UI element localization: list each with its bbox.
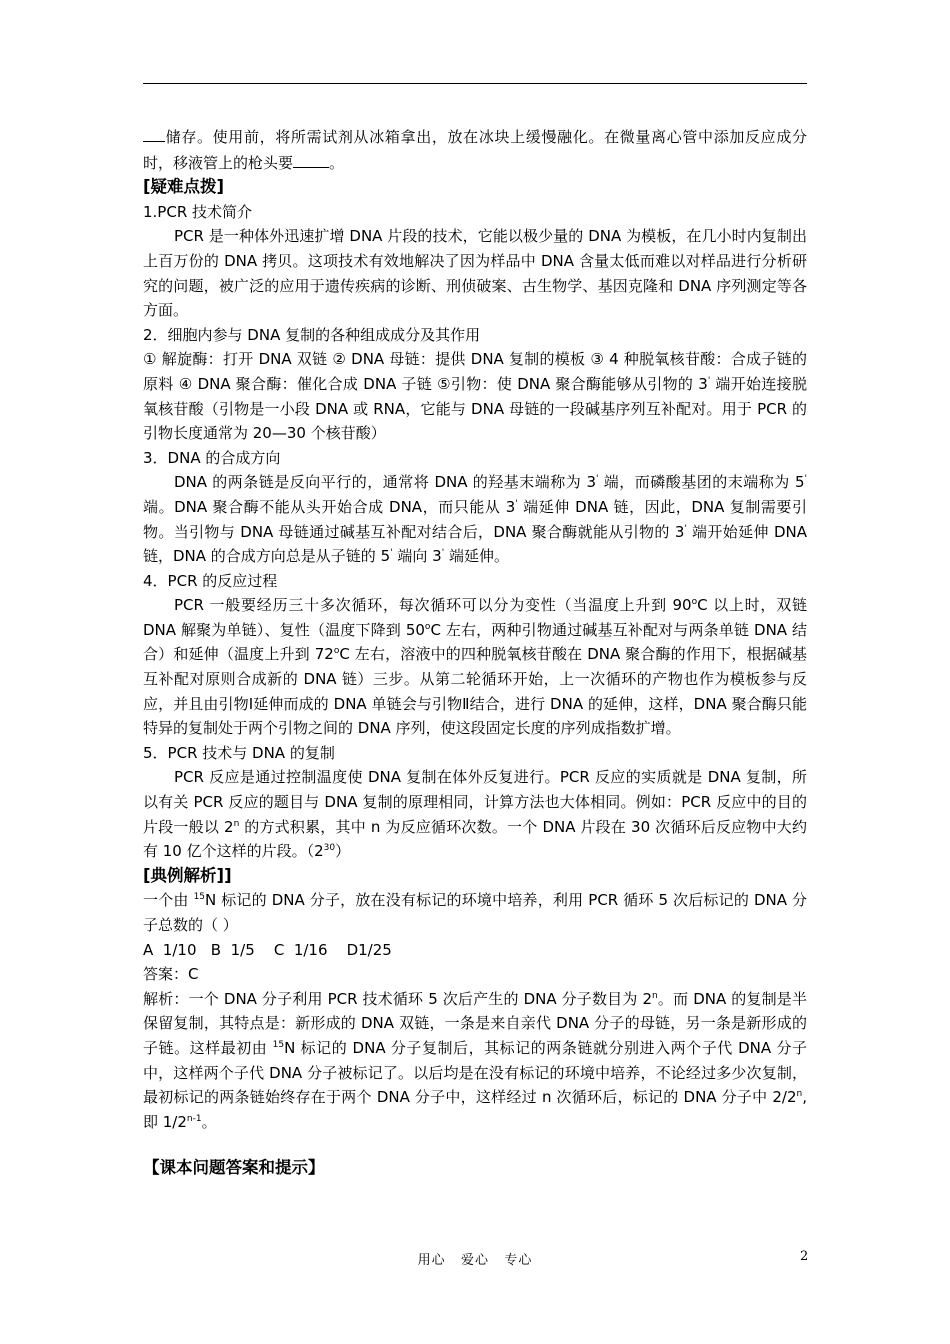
footer-motto: 用心 爱心 专心 xyxy=(417,1253,533,1268)
fill-blank xyxy=(143,124,165,142)
answer-line: 答案：C xyxy=(143,965,199,984)
paragraph: PCR 反应是通过控制温度使 DNA 复制在体外反复进行。PCR 反应的实质就是 DNA 复制，所以有关 PCR 反应的题目与 DNA 复制的原理相同，计算方法也大体相同。例如：PCR 反应中的目的片段一般以 2$^n$ 的方式积累，其中 n 为反应循环次数。一个 DNA 片段在 30 次循环后反应物中大约有 10 亿个这样的片段。$(2^{30})$ xyxy=(143,768,807,861)
page-footer xyxy=(0,1249,950,1269)
subsection-title: 2．细胞内参与 DNA 复制的各种组成成分及其作用 xyxy=(143,325,481,344)
spacer xyxy=(143,1134,807,1156)
paragraph: PCR 是一种体外迅速扩增 DNA 片段的技术，它能以极少量的 DNA 为模板，在几小时内复制出上百万份的 DNA 拷贝。这项技术有效地解决了因为样品中 DNA 含量太低而难以对样品进行分析研究的问题，被广泛的应用于遗传疾病的诊断、刑侦破案、古生物学、基因克隆和 DNA 序列测定等各方面。 xyxy=(143,227,807,320)
page-content xyxy=(143,124,807,1181)
header-rule xyxy=(143,83,807,84)
subsection-title: 1.PCR 技术简介 xyxy=(143,202,253,221)
paragraph: PCR 一般要经历三十多次循环，每次循环可以分为变性（当温度上升到 90$^o$C 以上时，双链 DNA 解聚为单链）、复性（温度下降到 50$^o$C 左右，两种引物通过碱基互补配对与两条单链 DNA 结合）和延伸（温度上升到 72$^o$C 左右，溶液中的四种脱氧核苷酸在 DNA 聚合酶的作用下，根据碱基互补配对原则合成新的 DNA 链）三步。从第二轮循环开始，上一次循环的产物也作为模板参与反应，并且由引物Ⅰ延伸而成的 DNA 单链会与引物Ⅱ结合，进行 DNA 的延伸，这样，DNA 聚合酶只能特异的复制处于两个引物之间的 DNA 序列，使这段固定长度的序列成指数扩增。 xyxy=(143,596,807,738)
subsection-title: 5．PCR 技术与 DNA 的复制 xyxy=(143,743,335,762)
section-heading-difficulty: [疑难点拨] xyxy=(143,177,225,197)
subsection-title: 3．DNA 的合成方向 xyxy=(143,448,281,467)
analysis-paragraph: 解析：一个 DNA 分子利用 PCR 技术循环 5 次后产生的 DNA 分子数目为 2$^n$。而 DNA 的复制是半保留复制，其特点是：新形成的 DNA 双链，一条是来自亲代 DNA 分子的母链，另一条是新形成的子链。这样最初由 $^{15}$N 标记的 DNA 分子复制后，其标记的两条链就分别进入两个子代 DNA 分子中，这样两个子代 DNA 分子被标记了。以后均是在没有标记的环境中培养，不论经过多少次复制，最初标记的两条链始终存在于两个 DNA 分子中，这样经过 n 次循环后，标记的 DNA 分子中 2/2$^n$,即 1/2$^{n-1}$。 xyxy=(143,989,807,1131)
section-heading-textbook: 【课本问题答案和提示】 xyxy=(143,1158,325,1178)
paragraph: ① 解旋酶：打开 DNA 双链 ② DNA 母链：提供 DNA 复制的模板 ③ 4 种脱氧核苷酸：合成子链的原料 ④ DNA 聚合酶：催化合成 DNA 子链 ⑤引物：使 DNA 聚合酶能够从引物的 3' 端开始连接脱氧核苷酸（引物是一小段 DNA 或 RNA，它能与 DNA 母链的一段碱基序列互补配对。用于 PCR 的引物长度通常为 20—30 个核苷酸） xyxy=(143,350,807,443)
subsection-title: 4．PCR 的反应过程 xyxy=(143,571,278,590)
paragraph: DNA 的两条链是反向平行的，通常将 DNA 的羟基末端称为 3' 端，而磷酸基团的末端称为 5' 端。DNA 聚合酶不能从头开始合成 DNA，而只能从 3' 端延伸 DNA 链，因此，DNA 复制需要引物。当引物与 DNA 母链通过碱基互补配对结合后，DNA 聚合酶就能从引物的 3' 端开始延伸 DNA 链，DNA 的合成方向总是从子链的 5' 端向 3' 端延伸。 xyxy=(143,473,808,566)
question-text: 一个由 $^{15}$N 标记的 DNA 分子，放在没有标记的环境中培养，利用 PCR 循环 5 次后标记的 DNA 分子总数的（ ） xyxy=(143,891,807,934)
page-number: 2 xyxy=(800,1249,809,1264)
section-heading-example: [典例解析]] xyxy=(143,865,232,885)
continuation-paragraph: 储存。使用前，将所需试剂从冰箱拿出，放在冰块上缓慢融化。在微量离心管中添加反应成分时，移液管上的枪头要 。 xyxy=(143,124,807,175)
fill-blank xyxy=(293,150,329,168)
answer-options: A 1/10 B 1/5 C 1/16 D1/25 xyxy=(143,940,392,959)
